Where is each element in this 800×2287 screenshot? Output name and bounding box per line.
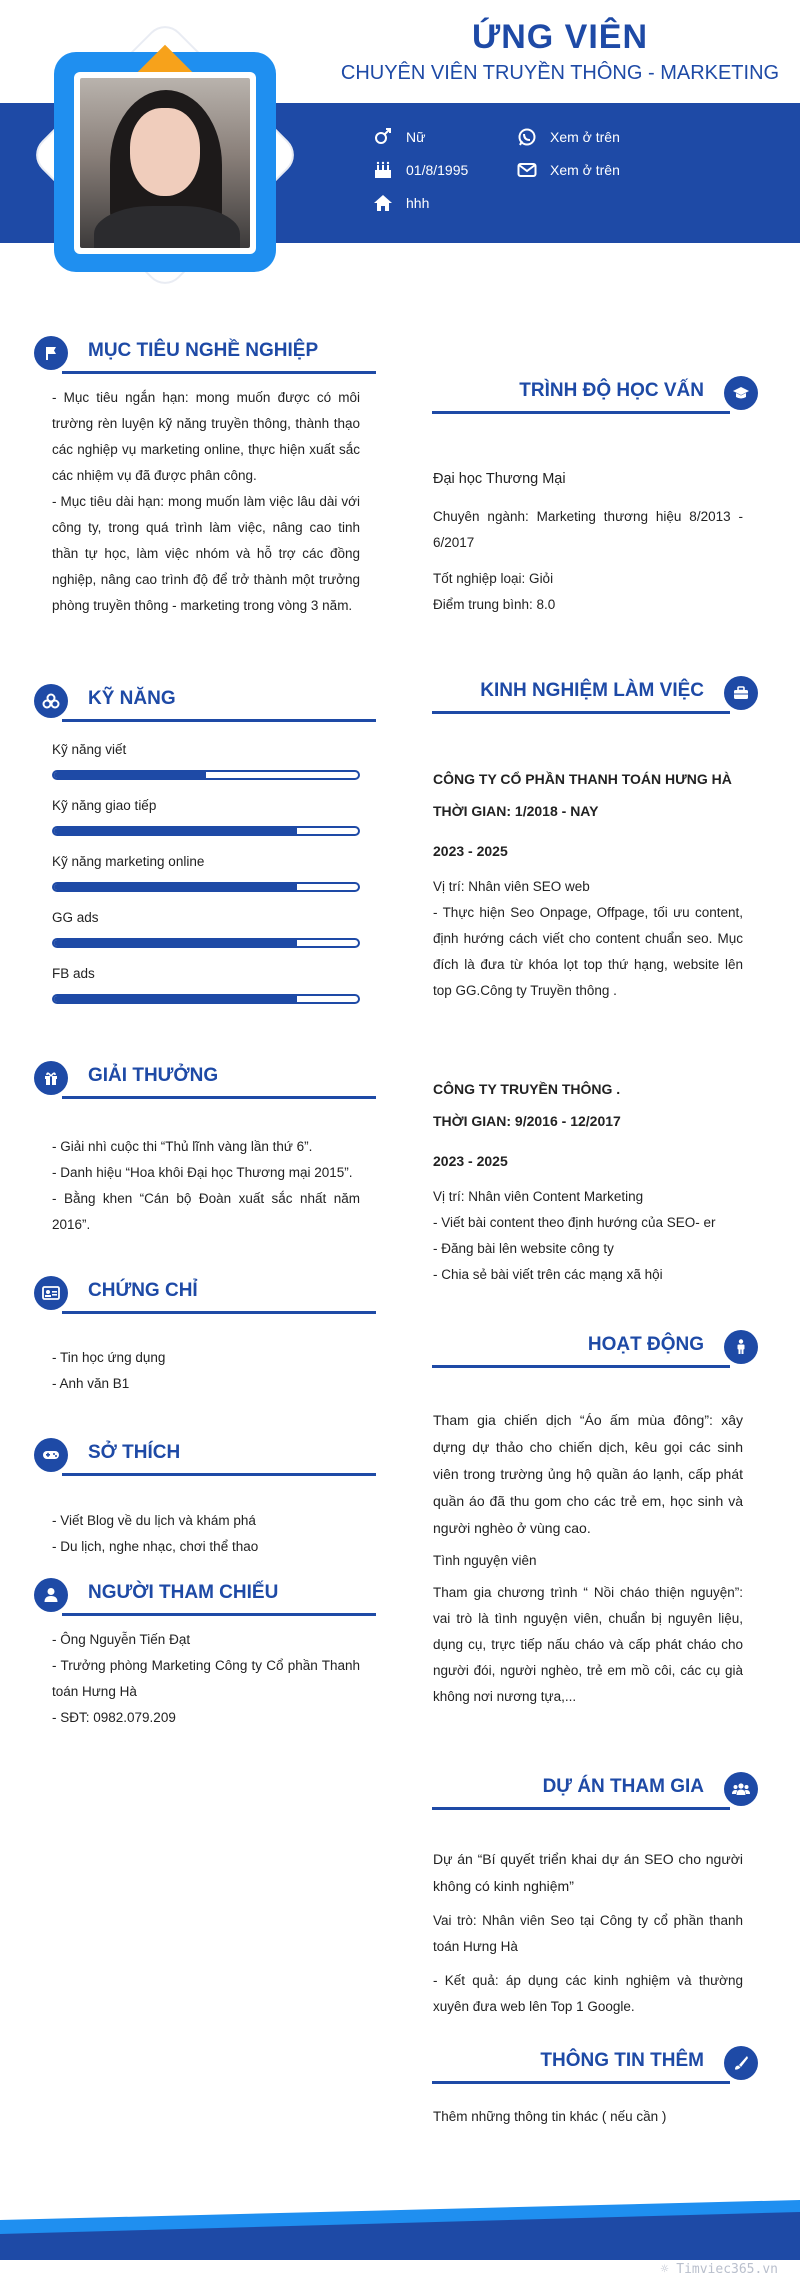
section-title: KỸ NĂNG xyxy=(88,688,176,709)
job-company: CÔNG TY TRUYỀN THÔNG . xyxy=(433,1081,621,1097)
section-title: TRÌNH ĐỘ HỌC VẤN xyxy=(519,380,704,401)
activity-paragraph: Tham gia chương trình “ Nồi cháo thiện nguyện”: vai trò là tình nguyện viên, chuẩn bị nguyên liệu, dụng cụ, trực tiếp nấu cháo và cấp phát cháo cho người đói, người nghèo, trẻ em mồ côi, các cụ già không nơi nương tựa,... xyxy=(433,1585,743,1704)
certificate-line: - Anh văn B1 xyxy=(52,1376,130,1391)
skill-name: FB ads xyxy=(52,966,95,981)
puzzle-icon xyxy=(34,684,68,718)
extra-text xyxy=(433,2104,743,2130)
gender-info xyxy=(372,128,425,146)
avatar xyxy=(40,30,290,280)
activity-paragraph: Tình nguyện viên xyxy=(433,1553,537,1568)
section-certificates xyxy=(34,1272,376,1314)
whatsapp-icon xyxy=(516,128,538,146)
phone-value: Xem ở trên xyxy=(550,129,620,145)
email-info xyxy=(516,161,620,179)
job-description: - Thực hiện Seo Onpage, Offpage, tối ưu content, định hướng cách viết cho content chuẩn seo. Mục đích là đưa từ khóa lọt top thứ hạng, website lên top GG.Công ty Truyền thông . xyxy=(433,905,743,998)
references-text xyxy=(52,1627,360,1731)
gamepad-icon xyxy=(34,1438,68,1472)
section-activities xyxy=(432,1326,758,1368)
divider xyxy=(62,1096,376,1099)
watermark: ☼ Timviec365.vn xyxy=(660,2262,778,2277)
divider xyxy=(62,719,376,722)
skill-name: Kỹ năng viết xyxy=(52,742,127,757)
section-title: KINH NGHIỆM LÀM VIỆC xyxy=(480,680,704,701)
section-title: SỞ THÍCH xyxy=(88,1442,181,1463)
graduation-cap-icon xyxy=(724,376,758,410)
gender-icon xyxy=(372,128,394,146)
divider xyxy=(432,711,730,714)
phone-info xyxy=(516,128,620,146)
section-projects xyxy=(432,1768,758,1810)
awards-text xyxy=(52,1134,360,1238)
job-years: 2023 - 2025 xyxy=(433,1153,508,1169)
paint-brush-icon xyxy=(724,2046,758,2080)
id-card-icon xyxy=(34,1276,68,1310)
job-company: CÔNG TY CỔ PHẦN THANH TOÁN HƯNG HÀ xyxy=(433,771,732,787)
gift-icon xyxy=(34,1061,68,1095)
project-paragraph: Vai trò: Nhân viên Seo tại Công ty cổ phần thanh toán Hưng Hà xyxy=(433,1913,743,1954)
skill-bar-fill xyxy=(54,884,297,890)
footer-wave xyxy=(0,2190,800,2260)
section-objective xyxy=(34,332,376,374)
certificate-line: - Tin học ứng dụng xyxy=(52,1350,166,1365)
cake-icon xyxy=(372,161,394,179)
hobby-line: - Du lịch, nghe nhạc, chơi thể thao xyxy=(52,1539,259,1554)
job-title: CHUYÊN VIÊN TRUYỀN THÔNG - MARKETING xyxy=(340,62,780,84)
skill-bar xyxy=(52,938,360,948)
education-school: Đại học Thương Mại xyxy=(433,471,566,487)
skill-bar xyxy=(52,994,360,1004)
education-gpa: Điểm trung bình: 8.0 xyxy=(433,597,556,612)
section-title: MỤC TIÊU NGHỀ NGHIỆP xyxy=(88,340,319,361)
section-title: GIẢI THƯỞNG xyxy=(88,1065,219,1086)
section-title: HOẠT ĐỘNG xyxy=(587,1334,704,1355)
award-line: - Danh hiệu “Hoa khôi Đại học Thương mại 2015”. xyxy=(52,1165,353,1180)
section-skills xyxy=(34,680,376,722)
reference-line: - SĐT: 0982.079.209 xyxy=(52,1710,176,1725)
experience-job-2 xyxy=(433,1076,743,1288)
skill-item xyxy=(52,910,360,948)
hobby-line: - Viết Blog về du lịch và khám phá xyxy=(52,1513,256,1528)
skill-bar-fill xyxy=(54,940,297,946)
email-value: Xem ở trên xyxy=(550,162,620,178)
profile-photo xyxy=(74,72,256,254)
skill-item xyxy=(52,966,360,1004)
reference-line: - Ông Nguyễn Tiến Đạt xyxy=(52,1632,191,1647)
section-title: CHỨNG CHỈ xyxy=(88,1280,198,1301)
section-title: NGƯỜI THAM CHIẾU xyxy=(88,1582,279,1603)
skill-name: GG ads xyxy=(52,910,99,925)
skill-bar xyxy=(52,770,360,780)
skill-bar xyxy=(52,882,360,892)
divider xyxy=(62,1613,376,1616)
home-icon xyxy=(372,194,394,212)
section-experience xyxy=(432,672,758,714)
education-text xyxy=(433,466,743,618)
skill-bar-fill xyxy=(54,828,297,834)
activity-paragraph: Tham gia chiến dịch “Áo ấm mùa đông”: xây dựng dự thảo cho chiến dịch, kêu gọi các sinh viên trong trường ủng hộ quần áo lạnh, cấp phát quần áo đã thu gom cho các trẻ em, học sinh và người nghèo ở vùng cao. xyxy=(433,1412,743,1536)
section-title: THÔNG TIN THÊM xyxy=(540,2050,704,2071)
reference-line: - Trưởng phòng Marketing Công ty Cổ phần Thanh toán Hưng Hà xyxy=(52,1658,360,1699)
user-icon xyxy=(34,1578,68,1612)
award-line: - Giải nhì cuộc thi “Thủ lĩnh vàng lần thứ 6”. xyxy=(52,1139,313,1154)
job-time: THỜI GIAN: 9/2016 - 12/2017 xyxy=(433,1113,621,1129)
objective-text xyxy=(52,385,360,619)
hobbies-text xyxy=(52,1508,360,1560)
skill-bar-fill xyxy=(54,772,206,778)
job-position: Vị trí: Nhân viên SEO web xyxy=(433,879,590,894)
skill-name: Kỹ năng giao tiếp xyxy=(52,798,157,813)
envelope-icon xyxy=(516,161,538,179)
job-time: THỜI GIAN: 1/2018 - NAY xyxy=(433,803,599,819)
person-icon xyxy=(724,1330,758,1364)
divider xyxy=(62,371,376,374)
job-description: - Chia sẻ bài viết trên các mạng xã hội xyxy=(433,1267,663,1282)
job-years: 2023 - 2025 xyxy=(433,843,508,859)
experience-job-1 xyxy=(433,766,743,1004)
skill-bar-fill xyxy=(54,996,297,1002)
section-references xyxy=(34,1574,376,1616)
objective-line: - Mục tiêu ngắn hạn: mong muốn được có môi trường rèn luyện kỹ năng truyền thông, thành thạo các nghiệp vụ marketing online, thực hiện xuất sắc các nhiệm vụ đã được phân công. xyxy=(52,390,360,483)
users-icon xyxy=(724,1772,758,1806)
address-value: hhh xyxy=(406,195,430,211)
section-extra xyxy=(432,2042,758,2084)
skill-bar xyxy=(52,826,360,836)
section-title: DỰ ÁN THAM GIA xyxy=(542,1776,704,1797)
gender-value: Nữ xyxy=(406,129,426,145)
flag-icon xyxy=(34,336,68,370)
birthday-value: 01/8/1995 xyxy=(406,162,469,178)
divider xyxy=(62,1311,376,1314)
award-line: - Bằng khen “Cán bộ Đoàn xuất sắc nhất năm 2016”. xyxy=(52,1191,360,1232)
section-hobbies xyxy=(34,1434,376,1476)
job-position: Vị trí: Nhân viên Content Marketing xyxy=(433,1189,644,1204)
project-paragraph: - Kết quả: áp dụng các kinh nghiệm và thường xuyên đưa web lên Top 1 Google. xyxy=(433,1973,743,2014)
section-education xyxy=(432,372,758,414)
projects-text xyxy=(433,1846,743,2020)
birthday-info xyxy=(372,161,468,179)
divider xyxy=(432,1807,730,1810)
project-paragraph: Dự án “Bí quyết triển khai dự án SEO cho người không có kinh nghiệm” xyxy=(433,1851,743,1894)
candidate-name: ỨNG VIÊN xyxy=(471,18,648,56)
job-description: - Viết bài content theo định hướng của SEO- er xyxy=(433,1215,716,1230)
skill-name: Kỹ năng marketing online xyxy=(52,854,205,869)
divider xyxy=(62,1473,376,1476)
briefcase-icon xyxy=(724,676,758,710)
section-awards xyxy=(34,1057,376,1099)
divider xyxy=(432,2081,730,2084)
address-info xyxy=(372,194,429,212)
job-description: - Đăng bài lên website công ty xyxy=(433,1241,614,1256)
skill-item xyxy=(52,742,360,780)
divider xyxy=(432,411,730,414)
objective-line: - Mục tiêu dài hạn: mong muốn làm việc lâu dài với công ty, trong quá trình làm việc, nâng cao tinh thần tự học, làm việc nhóm và hỗ trợ các đồng nghiệp, nâng cao trình độ để trở thành một trưởng phòng truyền thông - marketing trong vòng 3 năm. xyxy=(52,494,360,613)
divider xyxy=(432,1365,730,1368)
skill-item xyxy=(52,854,360,892)
activities-text xyxy=(433,1407,743,1710)
extra-paragraph: Thêm những thông tin khác ( nếu cần ) xyxy=(433,2109,667,2124)
education-major: Chuyên ngành: Marketing thương hiệu 8/2013 - 6/2017 xyxy=(433,509,743,550)
education-grade: Tốt nghiệp loại: Giỏi xyxy=(433,571,554,586)
certificates-text xyxy=(52,1345,360,1397)
skill-item xyxy=(52,798,360,836)
